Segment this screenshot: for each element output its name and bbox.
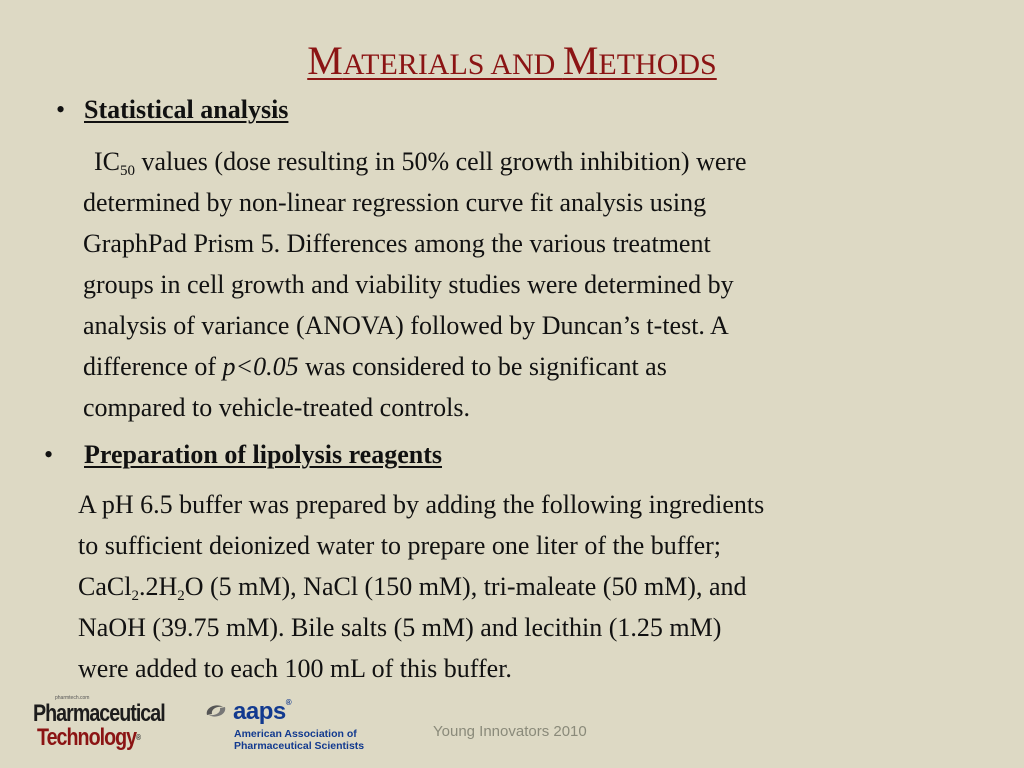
paragraph-line: GraphPad Prism 5. Differences among the various treatment [83, 229, 711, 258]
lipolysis-paragraph [78, 484, 764, 689]
text-run: difference of [83, 352, 223, 381]
subscript: 2 [131, 588, 139, 604]
text-run: .2H [138, 572, 178, 601]
paragraph-line: analysis of variance (ANOVA) followed by Duncan’s t-test. A [83, 311, 729, 340]
logo-line-technology [37, 725, 140, 751]
paragraph-line: determined by non-linear regression curve fit analysis using [83, 188, 707, 217]
section-heading-lipolysis: Preparation of lipolysis reagents [84, 440, 442, 469]
logo-word: aaps [233, 698, 286, 725]
bullet-dot: • [56, 95, 66, 124]
paragraph-line [78, 566, 764, 607]
paragraph-line: NaOH (39.75 mM). Bile salts (5 mM) and lecithin (1.25 mM) [78, 613, 722, 642]
paragraph-line: to sufficient deionized water to prepare one liter of the buffer; [78, 531, 722, 560]
text-run: O (5 mM), NaCl (150 mM), tri-maleate (50 mM), and [184, 572, 747, 601]
title-part: ATERIALS AND [342, 48, 563, 81]
logo-word: Technology [37, 724, 137, 751]
text-run: IC [94, 147, 120, 176]
text-run: CaCl [78, 572, 132, 601]
aaps-subtitle-line1: American Association of [234, 728, 357, 740]
aaps-subtitle-line2: Pharmaceutical Scientists [234, 740, 365, 752]
pharmaceutical-technology-logo [33, 695, 193, 755]
title-part: M [562, 38, 599, 83]
text-run: values (dose resulting in 50% cell growth inhibition) were [135, 147, 747, 176]
paragraph-line [83, 141, 747, 182]
footer-event-label: Young Innovators 2010 [433, 723, 587, 740]
bullet-dot: • [44, 440, 54, 469]
paragraph-line: compared to vehicle-treated controls. [83, 393, 470, 422]
p-value: p<0.05 [222, 352, 299, 381]
paragraph-line: A pH 6.5 buffer was prepared by adding the following ingredients [78, 490, 765, 519]
logo-tiny-text: pharmtech.com [55, 695, 90, 701]
logo-line-pharmaceutical: Pharmaceutical [33, 700, 165, 727]
aaps-logo [203, 698, 378, 758]
title-part: ETHODS [598, 48, 717, 81]
paragraph-line: were added to each 100 mL of this buffer. [78, 654, 512, 683]
statistical-paragraph [83, 141, 747, 428]
aaps-wordmark [233, 698, 291, 726]
paragraph-line [83, 346, 747, 387]
slide-title [0, 38, 1024, 88]
registered-mark: ® [285, 698, 292, 707]
paragraph-line: groups in cell growth and viability studies were determined by [83, 270, 734, 299]
section-heading-statistical: Statistical analysis [84, 95, 289, 124]
subscript: 2 [177, 588, 185, 604]
subscript: 50 [120, 163, 135, 179]
aaps-swirl-icon [203, 701, 229, 721]
registered-mark: ® [136, 733, 140, 742]
text-run: was considered to be significant as [298, 352, 667, 381]
title-part: M [307, 38, 343, 83]
